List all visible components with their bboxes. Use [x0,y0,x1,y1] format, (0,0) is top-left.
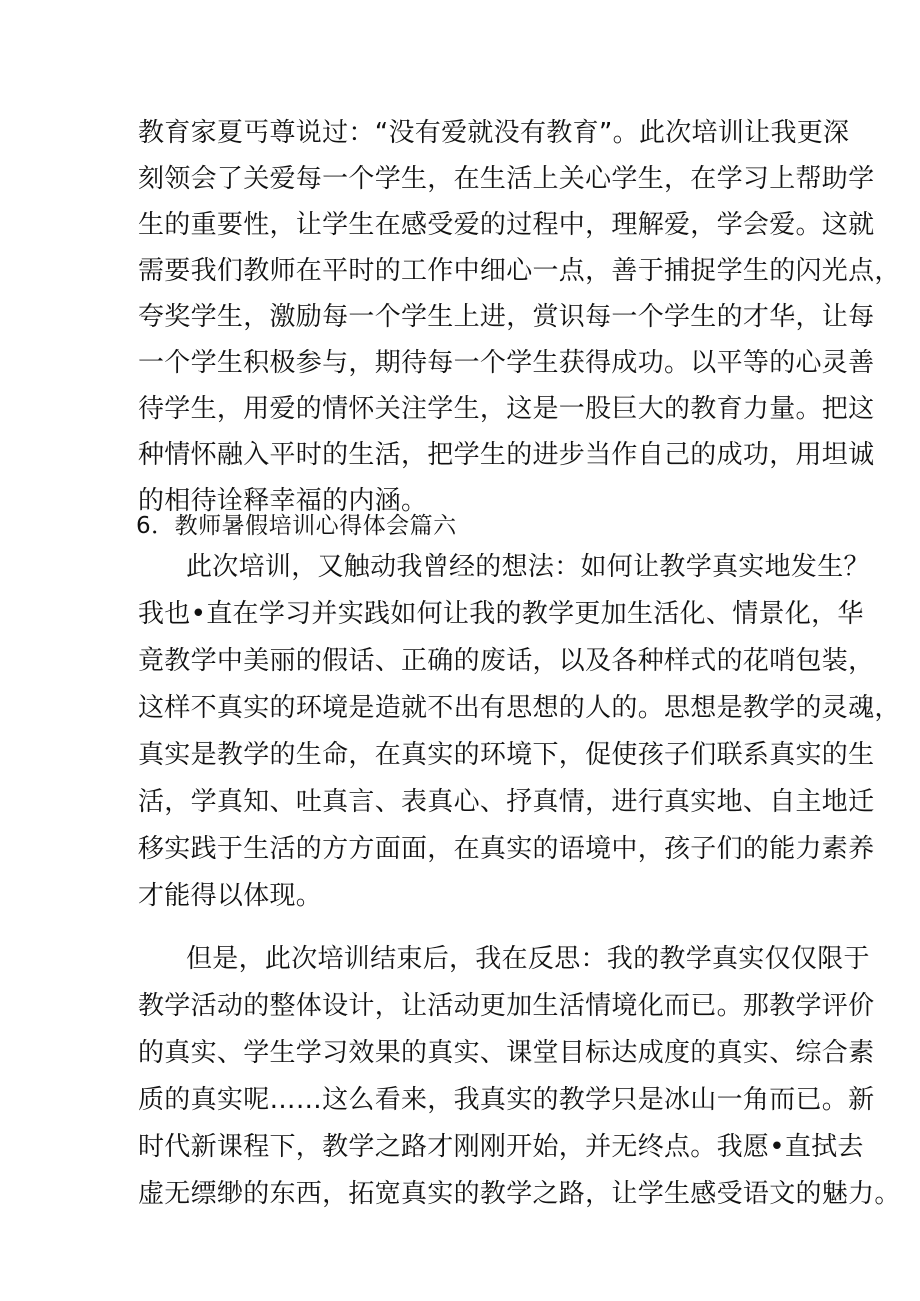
para2-line: 真实是教学的生命，在真实的环境下，促使孩子们联系真实的生 [138,740,875,770]
para1-line: 一个学生积极参与，期待每一个学生获得成功。以平等的心灵善 [138,348,875,378]
para3-line: 的真实、学生学习效果的真实、课堂目标达成度的真实、综合素 [138,1038,875,1068]
para1-line: 夸奖学生，激励每一个学生上进，赏识每一个学生的才华，让每 [138,302,875,332]
para3-line: 质的真实呢……这么看来，我真实的教学只是冰山一角而已。新 [138,1085,875,1115]
para1-line: 的相待诠释幸福的内涵。 [138,486,428,516]
para2-line: 活，学真知、吐真言、表真心、抒真情，进行真实地、自主地迁 [138,787,875,817]
para1-line: 待学生，用爱的情怀关注学生，这是一股巨大的教育力量。把这 [138,394,875,424]
section-heading: 6．教师暑假培训心得体会篇六 [136,513,457,539]
para2-line: 才能得以体现。 [138,881,323,911]
para1-line: 需要我们教师在平时的工作中细心一点，善于捕捉学生的闪光点， [138,256,901,286]
para3-line: 但是，此次培训结束后，我在反思：我的教学真实仅仅限于 [186,944,870,974]
para3-line: 时代新课程下，教学之路才刚刚开始，并无终点。我愿•直拭去 [138,1132,864,1162]
para2-line: 竟教学中美丽的假话、正确的废话，以及各种样式的花哨包装， [138,646,875,676]
para3-line: 教学活动的整体设计，让活动更加生活情境化而已。那教学评价 [138,991,875,1021]
para2-line: 此次培训，又触动我曾经的想法：如何让教学真实地发生？ [186,552,870,582]
para1-line: 种情怀融入平时的生活，把学生的进步当作自己的成功，用坦诚 [138,440,875,470]
para1-line: 刻领会了关爱每一个学生，在生活上关心学生，在学习上帮助学 [138,164,875,194]
para2-line: 移实践于生活的方方面面，在真实的语境中，孩子们的能力素养 [138,834,875,864]
para1-line: 教育家夏丐尊说过：“没有爱就没有教育”。此次培训让我更深 [138,118,850,148]
para3-line: 虚无缥缈的东西，拓宽真实的教学之路，让学生感受语文的魅力。 [138,1179,901,1209]
para2-line: 这样不真实的环境是造就不出有思想的人的。思想是教学的灵魂， [138,693,901,723]
para1-line: 生的重要性，让学生在感受爱的过程中，理解爱，学会爱。这就 [138,210,875,240]
para2-line: 我也•直在学习并实践如何让我的教学更加生活化、情景化，华 [138,599,864,629]
